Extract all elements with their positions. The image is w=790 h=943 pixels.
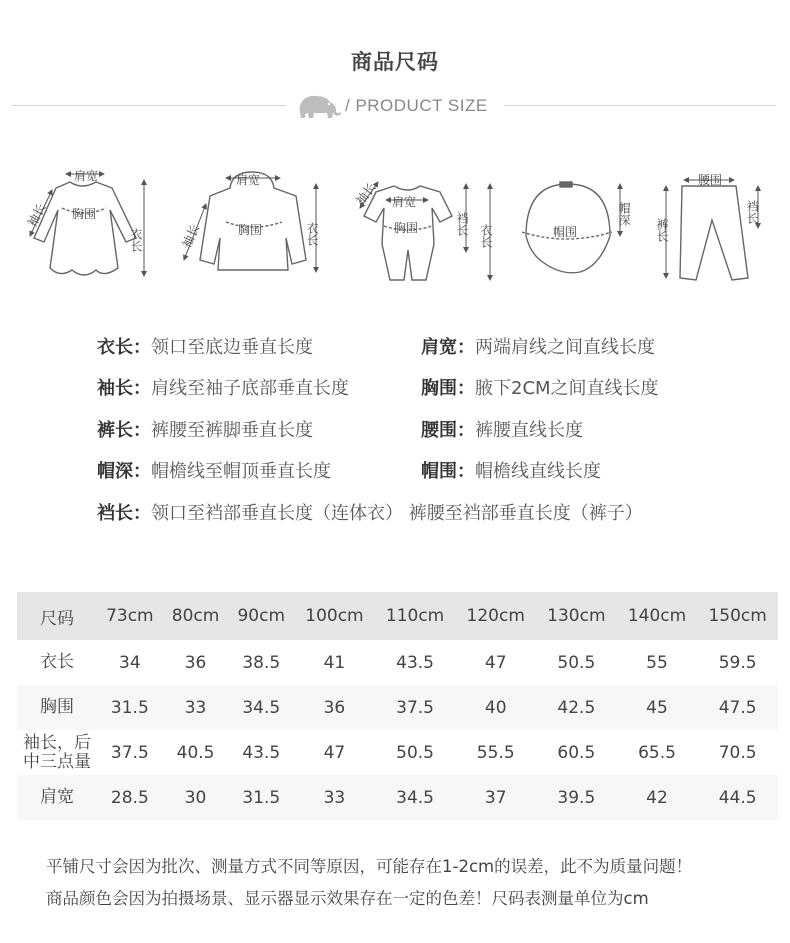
table-row xyxy=(17,730,778,775)
table-cell: 36 xyxy=(184,652,207,673)
romper-chest-label: 胸围 xyxy=(394,221,419,235)
header-cell: 80cm xyxy=(171,606,220,626)
header-cell: 73cm xyxy=(106,606,154,626)
page-title: 商品尺码 xyxy=(351,50,439,74)
table-cell: 37.5 xyxy=(396,697,434,718)
table-cell: 60.5 xyxy=(557,742,596,763)
pants-waist-label: 腰围 xyxy=(698,173,723,187)
row-label: 胸围 xyxy=(40,697,74,717)
table-row xyxy=(17,640,778,685)
measurement-illustrations xyxy=(0,160,790,300)
table-cell: 50.5 xyxy=(557,652,596,673)
table-cell: 50.5 xyxy=(396,742,434,763)
table-cell: 34 xyxy=(119,652,141,673)
pants-crotch-label: 裆长 xyxy=(745,200,759,224)
size-table xyxy=(17,592,778,820)
hat-depth-label: 帽深 xyxy=(617,202,631,226)
row-label: 肩宽 xyxy=(40,787,74,807)
table-cell: 34.5 xyxy=(242,697,281,718)
table-row xyxy=(17,775,778,820)
table-cell: 33 xyxy=(323,787,346,808)
table-cell: 47 xyxy=(323,742,346,763)
table-cell: 42 xyxy=(646,787,668,808)
dress-sleeve-label: 袖长 xyxy=(24,201,49,230)
hoodie-sleeve-label: 袖长 xyxy=(179,222,203,250)
table-cell: 47.5 xyxy=(718,697,757,718)
table-cell: 37 xyxy=(484,787,507,808)
table-cell: 40.5 xyxy=(176,742,215,763)
table-cell: 33 xyxy=(184,697,207,718)
table-cell: 37.5 xyxy=(110,742,149,763)
table-cell: 44.5 xyxy=(718,787,757,808)
pants-length-label: 裤长 xyxy=(655,218,669,242)
definition-hat-circumference: 帽围：帽檐线直线长度 xyxy=(421,461,601,482)
table-cell: 41 xyxy=(323,652,346,673)
definition-chest: 胸围：腋下2CM之间直线长度 xyxy=(421,378,659,399)
romper-length-label: 衣长 xyxy=(479,224,493,248)
table-cell: 40 xyxy=(484,697,507,718)
table-cell: 43.5 xyxy=(396,652,434,673)
header-cell: 110cm xyxy=(385,606,445,626)
row-label: 袖长，后中三点量 xyxy=(23,732,91,772)
header-cell: 120cm xyxy=(466,606,525,626)
size-table-header xyxy=(17,592,778,640)
disclaimer-note: 平铺尺寸会因为批次、测量方式不同等原因，可能存在1-2cm的误差，此不为质量问题！ xyxy=(46,857,693,876)
table-cell: 42.5 xyxy=(557,697,596,718)
header-cell: 150cm xyxy=(708,606,767,626)
dress-shoulder-label: 肩宽 xyxy=(74,169,99,183)
table-cell: 31.5 xyxy=(242,787,281,808)
header-cell: 130cm xyxy=(547,606,606,626)
dress-length-label: 衣长 xyxy=(129,228,143,252)
romper-shoulder-label: 肩宽 xyxy=(392,195,417,209)
table-cell: 47 xyxy=(484,652,507,673)
definition-crotch: 裆长：领口至裆部垂直长度（连体衣） 裤腰至裆部垂直长度（裤子） xyxy=(97,503,643,524)
table-cell: 31.5 xyxy=(110,697,149,718)
table-cell: 65.5 xyxy=(638,742,676,763)
table-cell: 38.5 xyxy=(242,652,281,673)
table-cell: 43.5 xyxy=(242,742,281,763)
hoodie-chest-label: 胸围 xyxy=(238,223,263,237)
hoodie-length-label: 衣长 xyxy=(305,222,319,246)
table-cell: 59.5 xyxy=(718,652,757,673)
dress-chest-label: 胸围 xyxy=(72,207,97,221)
table-cell: 34.5 xyxy=(396,787,434,808)
table-cell: 39.5 xyxy=(557,787,596,808)
hoodie-shoulder-label: 肩宽 xyxy=(236,173,261,187)
subtitle-row xyxy=(0,88,790,124)
product-size-subtitle: / PRODUCT SIZE xyxy=(345,96,488,115)
divider-left xyxy=(12,105,286,106)
table-cell: 55.5 xyxy=(476,742,515,763)
definition-pants-length: 裤长：裤腰至裤脚垂直长度 xyxy=(97,420,313,441)
elephant-icon xyxy=(296,92,342,120)
divider-right xyxy=(504,105,776,106)
header-cell: 90cm xyxy=(237,606,286,626)
header-cell: 140cm xyxy=(627,606,687,626)
header-cell: 尺码 xyxy=(40,608,74,629)
table-cell: 55 xyxy=(646,652,668,673)
definition-waist: 腰围：裤腰直线长度 xyxy=(421,420,583,441)
definition-hat-depth: 帽深：帽檐线至帽顶垂直长度 xyxy=(97,461,331,482)
definition-length: 衣长：领口至底边垂直长度 xyxy=(97,337,313,358)
row-label: 衣长 xyxy=(40,652,74,672)
definition-shoulder: 肩宽：两端肩线之间直线长度 xyxy=(421,337,655,358)
table-cell: 30 xyxy=(184,787,207,808)
romper-sleeve-label: 袖长 xyxy=(353,180,379,208)
romper-crotch-label: 裆长 xyxy=(455,212,469,236)
table-cell: 45 xyxy=(646,697,668,718)
color-note: 商品颜色会因为拍摄场景、显示器显示效果存在一定的色差！尺码表测量单位为cm xyxy=(46,889,649,908)
table-row xyxy=(17,685,778,730)
table-cell: 36 xyxy=(323,697,346,718)
definition-sleeve: 袖长：肩线至袖子底部垂直长度 xyxy=(97,378,349,399)
table-cell: 70.5 xyxy=(718,742,757,763)
garment-diagrams xyxy=(0,160,790,300)
hat-circumference-label: 帽围 xyxy=(553,225,578,239)
table-cell: 28.5 xyxy=(110,787,149,808)
header-cell: 100cm xyxy=(305,606,364,626)
pants-diagram xyxy=(680,186,748,280)
